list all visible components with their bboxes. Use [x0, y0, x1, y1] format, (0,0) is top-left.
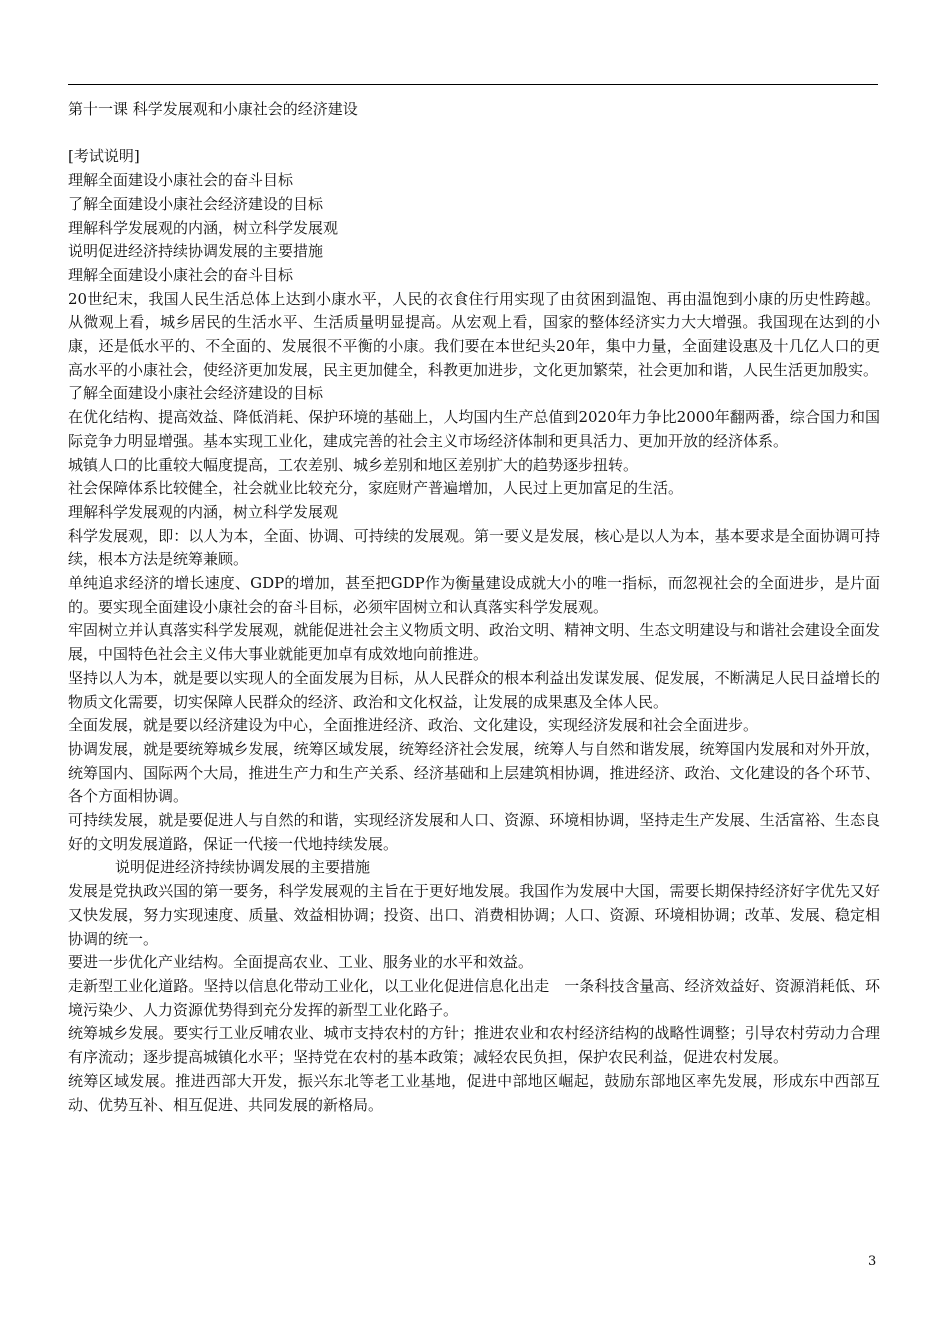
- body-paragraph: 坚持以人为本，就是要以实现人的全面发展为目标，从人民群众的根本利益出发谋发展、促发展，不断满足人民日益增长的物质文化需要，切实保障人民群众的经济、政治和文化权益，让发展的成果惠及全体人民。: [68, 668, 880, 711]
- header-rule: [68, 84, 878, 85]
- body-paragraph: 社会保障体系比较健全，社会就业比较充分，家庭财产普遍增加，人民过上更加富足的生活。: [68, 479, 684, 498]
- body-paragraph: 统筹城乡发展。要实行工业反哺农业、城市支持农村的方针；推进农业和农村经济结构的战略性调整；引导农村劳动力合理有序流动；逐步提高城镇化水平；坚持党在农村的基本政策；减轻农民负担，保护农民利益，促进农村发展。: [68, 1024, 880, 1067]
- section-heading: 理解全面建设小康社会的奋斗目标: [68, 265, 294, 284]
- document-body: [68, 98, 880, 1117]
- body-paragraph: 统筹区域发展。推进西部大开发，振兴东北等老工业基地，促进中部地区崛起，鼓励东部地区率先发展，形成东中西部互动、优势互补、相互促进、共同发展的新格局。: [68, 1071, 880, 1114]
- blank-line: [68, 122, 880, 146]
- body-paragraph: 走新型工业化道路。坚持以信息化带动工业化，以工业化促进信息化出走 一条科技含量高、经济效益好、资源消耗低、环境污染少、人力资源优势得到充分发挥的新型工业化路子。: [68, 977, 880, 1019]
- body-paragraph: 在优化结构、提高效益、降低消耗、保护环境的基础上，人均国内生产总值到2020年力争比2000年翻两番，综合国力和国际竞争力明显增强。基本实现工业化，建成完善的社会主义市场经济体制和更具活力、更加开放的经济体系。: [68, 408, 880, 450]
- body-paragraph: 可持续发展，就是要促进人与自然的和谐，实现经济发展和人口、资源、环境相协调，坚持走生产发展、生活富裕、生态良好的文明发展道路，保证一代接一代地持续发展。: [68, 811, 880, 853]
- body-paragraph: 城镇人口的比重较大幅度提高，工农差别、城乡差别和地区差别扩大的趋势逐步扭转。: [68, 455, 639, 474]
- exam-note-item: 了解全面建设小康社会经济建设的目标: [68, 194, 324, 213]
- body-paragraph: 协调发展，就是要统筹城乡发展，统筹区域发展，统筹经济社会发展，统筹人与自然和谐发展，统筹国内发展和对外开放，统筹国内、国际两个大局，推进生产力和生产关系、经济基础和上层建筑相协调，推进经济、政治、文化建设的各个环节、各个方面相协调。: [68, 739, 880, 806]
- body-paragraph: 科学发展观，即：以人为本，全面、协调、可持续的发展观。第一要义是发展，核心是以人为本，基本要求是全面协调可持续，根本方法是统筹兼顾。: [68, 526, 880, 569]
- body-paragraph: 牢固树立并认真落实科学发展观，就能促进社会主义物质文明、政治文明、精神文明、生态文明建设与和谐社会建设全面发展，中国特色社会主义伟大事业就能更加卓有成效地向前推进。: [68, 621, 880, 664]
- body-paragraph: 要进一步优化产业结构。全面提高农业、工业、服务业的水平和效益。: [68, 953, 534, 972]
- body-paragraph: 单纯追求经济的增长速度、GDP的增加，甚至把GDP作为衡量建设成就大小的唯一指标，而忽视社会的全面进步，是片面的。要实现全面建设小康社会的奋斗目标，必须牢固树立和认真落实科学发展观。: [68, 574, 880, 616]
- lesson-title: 第十一课 科学发展观和小康社会的经济建设: [68, 100, 358, 118]
- body-paragraph: 发展是党执政兴国的第一要务，科学发展观的主旨在于更好地发展。我国作为发展中大国，需要长期保持经济好字优先又好又快发展，努力实现速度、质量、效益相协调；投资、出口、消费相协调；人口、资源、环境相协调；改革、发展、稳定相协调的统一。: [68, 882, 880, 948]
- section-heading: 理解科学发展观的内涵，树立科学发展观: [68, 502, 339, 521]
- exam-notes-label: [考试说明]: [68, 147, 140, 166]
- page-number: 3: [868, 1254, 877, 1269]
- body-paragraph: 20世纪末，我国人民生活总体上达到小康水平，人民的衣食住行用实现了由贫困到温饱、再由温饱到小康的历史性跨越。从微观上看，城乡居民的生活水平、生活质量明显提高。从宏观上看，国家的整体经济实力大大增强。我国现在达到的小康，还是低水平的、不全面的、发展很不平衡的小康。我们要在本世纪头20年，集中力量，全面建设惠及十几亿人口的更高水平的小康社会，使经济更加发展，民主更加健全，科教更加进步，文化更加繁荣，社会更加和谐，人民生活更加殷实。: [68, 289, 880, 379]
- section-heading: 说明促进经济持续协调发展的主要措施: [115, 858, 371, 877]
- exam-note-item: 理解全面建设小康社会的奋斗目标: [68, 171, 294, 190]
- body-paragraph: 全面发展，就是要以经济建设为中心，全面推进经济、政治、文化建设，实现经济发展和社会全面进步。: [68, 716, 759, 735]
- exam-note-item: 理解科学发展观的内涵，树立科学发展观: [68, 218, 339, 237]
- section-heading: 了解全面建设小康社会经济建设的目标: [68, 384, 324, 403]
- exam-note-item: 说明促进经济持续协调发展的主要措施: [68, 242, 324, 261]
